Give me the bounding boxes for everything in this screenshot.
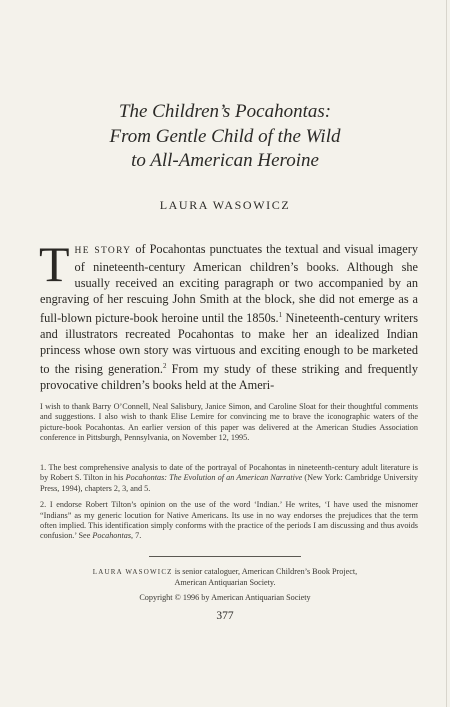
- footnote-2-book-title: Pocahontas: [92, 531, 132, 541]
- contributor-note: [60, 567, 390, 588]
- footnote-1-text: 1. The best comprehensive analysis to date of the portrayal of Pocahontas in nineteenth-century adult literature is by Robert S. Tilton in his: [40, 463, 418, 483]
- footnote-2-text: 2. I endorse Robert Tilton’s opinion on the use of the word ‘Indian.’ He writes, ‘I have used the misnomer “Indians” as my generic locution for Native Americans. Its use in no way endorses the prejudices that the term often implied. This identification simply conforms with the practice of the periods I am discussing and thus avoids confusion.’ See: [40, 500, 418, 541]
- footnote-ref-1[interactable]: 1: [278, 311, 283, 319]
- footnote-1: [40, 463, 418, 494]
- footnote-2: [40, 500, 418, 542]
- contributor-role-line-2: American Antiquarian Society.: [174, 577, 276, 587]
- footnote-2-citation: , 7.: [131, 531, 142, 541]
- footnote-ref-2[interactable]: 2: [163, 362, 167, 371]
- drop-cap: T: [39, 236, 70, 292]
- page-edge-rule: [446, 0, 447, 707]
- author-name: LAURA WASOWICZ: [159, 198, 291, 212]
- body-text-part-3: From my study of these striking and frequently provocative children’s books held at the Ameri-: [40, 362, 418, 393]
- footnote-1-book-title: Pocahontas: The Evolution of an American Narrative: [125, 473, 303, 483]
- page-number: 377: [216, 610, 234, 622]
- title-line-2: From Gentle Child of the Wild: [109, 125, 341, 147]
- footnotes: [40, 463, 418, 546]
- body-paragraph: [39, 236, 418, 393]
- contributor-role-line-1: is senior cataloguer, American Children’s Book Project,: [172, 567, 358, 576]
- opening-smallcaps: HE STORY: [74, 246, 132, 256]
- copyright-line: Copyright © 1996 by American Antiquarian Society: [139, 593, 311, 602]
- title-line-1: The Children’s Pocahontas:: [118, 101, 332, 122]
- contributor-name: LAURA WASOWICZ: [92, 568, 173, 576]
- acknowledgment-note: I wish to thank Barry O’Connell, Neal Salisbury, Janice Simon, and Caroline Sloat for their thoughtful comments and suggestions. I also wish to thank Elise Lemire for convincing me to brave the iconographic waters of the picture-book Pocahontas. An earlier version of this paper was delivered at the American Studies Association conference in Pittsburgh, Pennsylvania, on November 12, 1995.: [40, 402, 418, 443]
- body-text-part-2: Nineteenth-century writers and illustrators recreated Pocahontas to make her an idealized Indian princess whose own story was virtuous and exciting enough to be marketed to the rising generation.: [40, 311, 418, 377]
- footnote-1-citation: (New York: Cambridge University Press, 1994), chapters 2, 3, and 5.: [40, 473, 419, 493]
- title-line-3: to All-American Heroine: [131, 150, 319, 171]
- footnote-divider: [149, 556, 301, 557]
- article-title: [40, 100, 410, 174]
- body-text-part-1: of Pocahontas punctuates the textual and visual imagery of nineteenth-century American children’s books. Although she usually received an exciting paragraph or two accompanied by an engraving of her rescuing John Smith at the block, she did not emerge as a full-blown picture-book heroine until the 1850s.: [40, 242, 418, 326]
